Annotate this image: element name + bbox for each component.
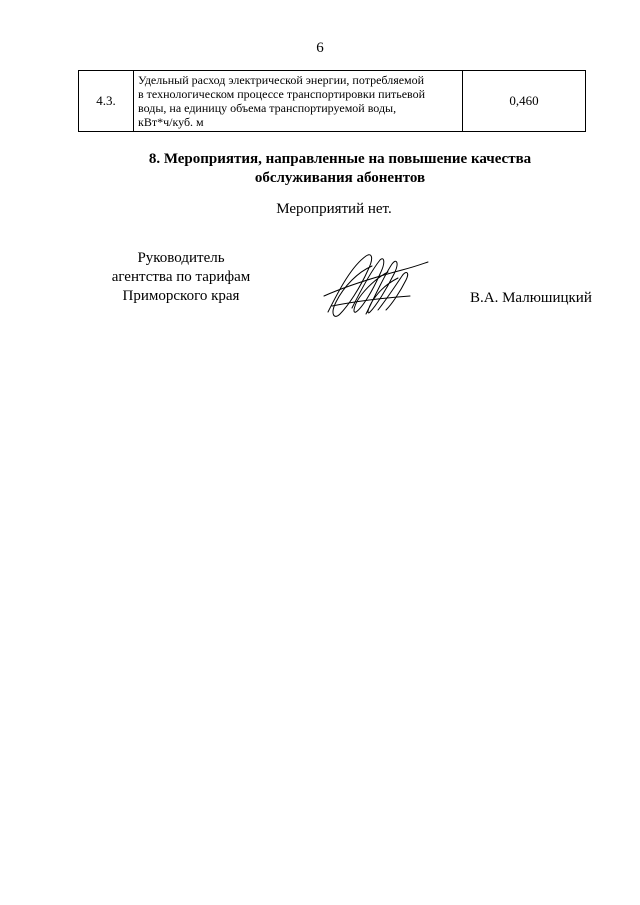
handwritten-signature [322,248,432,326]
row-description-line: в технологическом процессе транспортировки питьевой [138,87,426,101]
signer-position-line: Руководитель [137,250,225,266]
row-description-line: Удельный расход электрической энергии, потребляемой [138,73,425,87]
signer-position-line: агентства по тарифам [111,269,251,285]
indicator-table [78,70,586,132]
row-value: 0,460 [463,71,586,132]
row-description-line: кВт*ч/куб. м [138,115,204,129]
section-title-line: обслуживания абонентов [254,170,426,186]
section-title-line: 8. Мероприятия, направленные на повышение качества [148,151,532,167]
section-title [0,150,640,188]
page-number: 6 [316,40,324,56]
signer-position [96,249,266,306]
row-description-line: воды, на единицу объема транспортируемой воды, [138,101,397,115]
row-description [134,71,463,132]
signer-name: В.А. Малюшицкий [470,290,592,306]
table-row [79,71,586,132]
section-body: Мероприятий нет. [276,201,392,217]
row-number: 4.3. [79,71,134,132]
signer-position-line: Приморского края [122,288,240,304]
